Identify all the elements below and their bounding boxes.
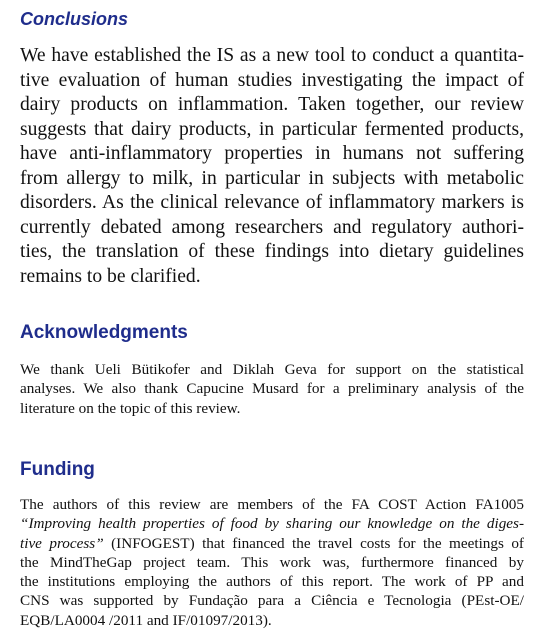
text-line: have anti-inflammatory properties in humans not suffering: [20, 143, 524, 164]
text-line: disorders. As the clinical relevance of inflammatory markers is: [20, 192, 524, 213]
text-line: EQB/LA0004 /2011 and IF/01097/2013).: [20, 611, 272, 629]
text-line: remains to be clarified.: [20, 265, 201, 287]
text-line: We thank Ueli Bütikofer and Diklah Geva for support on the statistical: [20, 361, 524, 378]
text-line: from allergy to milk, in particular in subjects with metabolic: [20, 167, 524, 189]
conclusions-heading: Conclusions: [20, 9, 129, 29]
text-line: ties, the translation of these findings into dietary guidelines: [20, 241, 524, 262]
text-line: We have established the IS as a new tool to conduct a quantita-: [20, 45, 524, 66]
italic-title: tive process”: [20, 534, 104, 552]
text-line: the MindTheGap project team. This work was, furthermore financed by: [20, 553, 524, 571]
acknowledgments-paragraph: [20, 360, 524, 418]
text-line: analyses. We also thank Capucine Musard for a preliminary analysis of the: [20, 380, 524, 398]
text-run: (INFOGEST) that financed the travel costs for the meetings of: [103, 534, 524, 552]
funding-paragraph: [20, 495, 524, 630]
text-line: [20, 534, 524, 553]
text-line: suggests that dairy products, in particular fermented products,: [20, 118, 524, 140]
text-line: [20, 514, 524, 533]
text-line: the institutions employing the authors of this report. The work of PP and: [20, 573, 524, 591]
italic-title: “Improving health properties of food by sharing our knowledge on the diges-: [20, 515, 524, 533]
text-line: CNS was supported by Fundação para a Ciência e Tecnologia (PEst-OE/: [20, 592, 524, 610]
funding-heading: Funding: [20, 459, 95, 480]
text-line: dairy products on inflammation. Taken together, our review: [20, 94, 524, 115]
text-line: The authors of this review are members of the FA COST Action FA1005: [20, 496, 524, 513]
text-line: currently debated among researchers and regulatory authori-: [20, 216, 524, 238]
text-line: literature on the topic of this review.: [20, 399, 241, 417]
conclusions-paragraph: [20, 44, 524, 289]
text-line: tive evaluation of human studies investigating the impact of: [20, 69, 524, 91]
acknowledgments-heading: Acknowledgments: [20, 322, 188, 343]
